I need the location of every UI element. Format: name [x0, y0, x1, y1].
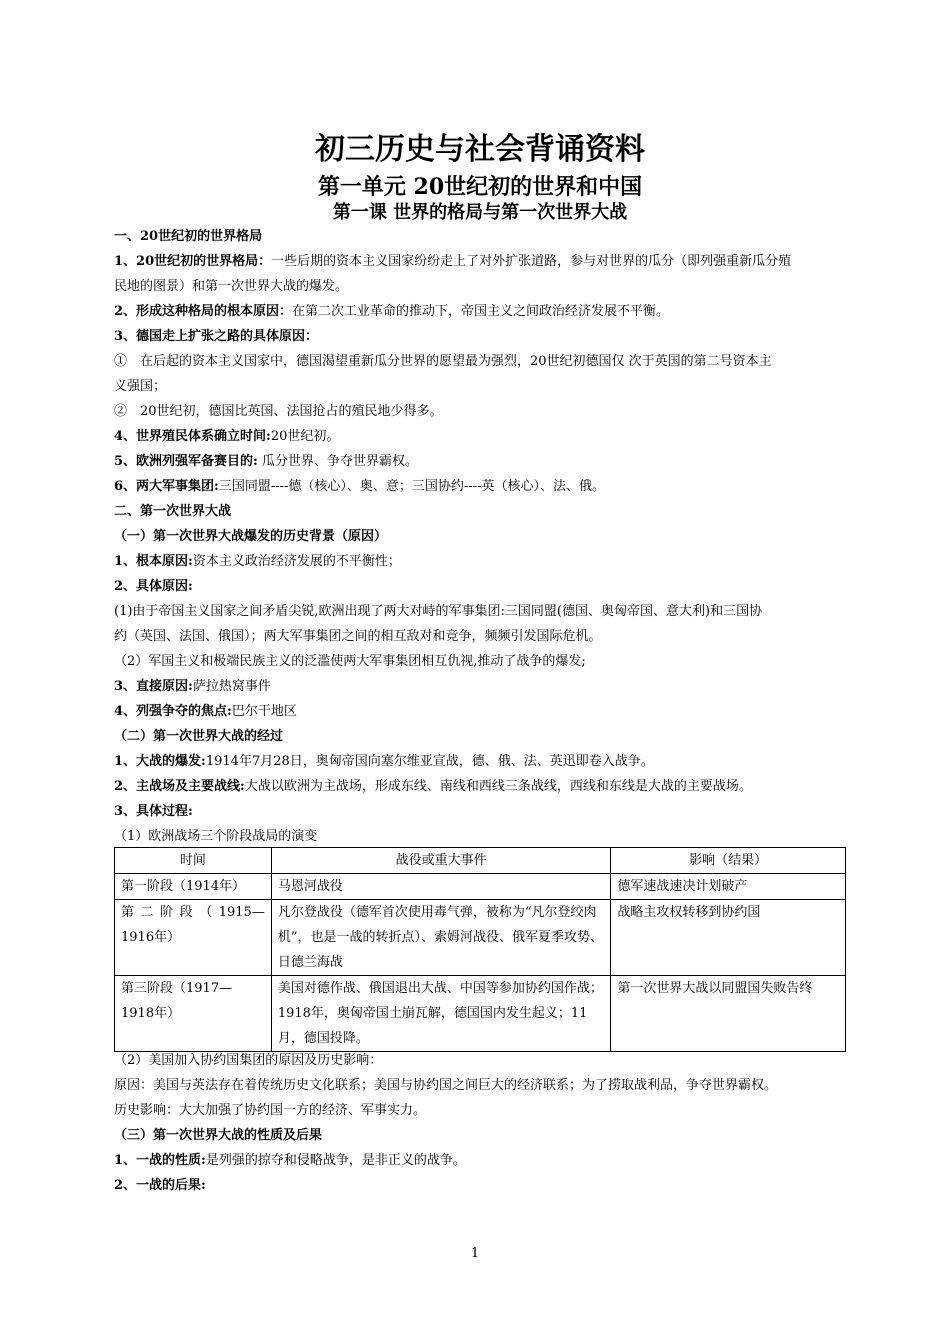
text-line	[114, 1098, 846, 1123]
line-text: 义强国；	[114, 379, 167, 394]
page-number: 1	[470, 1246, 480, 1261]
table-cell: 凡尔登战役（德军首次使用毒气弹，被称为“凡尔登绞肉机”，也是一战的转折点）、索姆河战役、俄军夏季攻势、日德兰海战	[271, 900, 611, 976]
line-text: 巴尔干地区	[231, 704, 297, 719]
text-line	[114, 624, 846, 649]
table-header-row	[115, 848, 846, 874]
text-line	[114, 349, 846, 374]
line-heading: 1、根本原因:	[114, 554, 193, 569]
line-heading: 1、一战的性质:	[114, 1153, 206, 1168]
lesson-heading: 第一课 世界的格局与第一次世界大战	[332, 202, 628, 223]
text-line	[114, 1073, 846, 1098]
line-heading: 二、第一次世界大战	[114, 504, 232, 519]
line-text: 一些后期的资本主义国家纷纷走上了对外扩张道路，参与对世界的瓜分（即列强重新瓜分殖	[271, 254, 792, 269]
line-heading: （一）第一次世界大战爆发的历史背景（原因）	[114, 529, 388, 544]
text-line	[114, 299, 846, 324]
line-text: （2）美国加入协约国集团的原因及历史影响：	[114, 1053, 383, 1068]
line-text: 资本主义政治经济发展的不平衡性；	[192, 554, 401, 569]
table-row	[115, 976, 846, 1052]
line-text: 约（英国、法国、俄国）；两大军事集团之间的相互敌对和竞争，频频引发国际危机。	[114, 629, 602, 644]
text-line	[114, 749, 846, 774]
text-line	[114, 499, 846, 524]
table-cell: 战略主攻权转移到协约国	[611, 900, 846, 976]
text-line	[114, 674, 846, 699]
text-line	[114, 574, 846, 599]
text-line	[114, 774, 846, 799]
line-text: 大战以欧洲为主战场，形成东线、南线和西线三条战线，西线和东线是大战的主要战场。	[244, 779, 752, 794]
line-heading: 5、欧洲列强军备赛目的:	[114, 454, 258, 469]
text-line	[114, 399, 846, 424]
line-heading: 3、直接原因:	[114, 679, 193, 694]
table-row	[115, 900, 846, 976]
line-text: 三国同盟----德（核心）、奥、意；三国协约----英（核心）、法、俄。	[218, 479, 606, 494]
line-text: (1)由于帝国主义国家之间矛盾尖锐,欧洲出现了两大对峙的军事集团:三国同盟(德国、奥匈帝国、意大利)和三国协	[114, 604, 763, 619]
line-text: 在第二次工业革命的推动下，帝国主义之间政治经济发展不平衡。	[292, 304, 670, 319]
line-text: ① 在后起的资本主义国家中，德国渴望重新瓜分世界的愿望最为强烈，20世纪初德国仅 次于英国的第二号资本主	[114, 354, 772, 369]
text-line	[114, 599, 846, 624]
table-header: 战役或重大事件	[271, 848, 611, 874]
text-line	[114, 224, 846, 249]
line-heading: 一、20世纪初的世界格局	[114, 229, 263, 244]
text-line	[114, 649, 846, 674]
line-text: 民地的图景）和第一次世界大战的爆发。	[114, 279, 349, 294]
text-line	[114, 324, 846, 349]
table-cell: 德军速战速决计划破产	[611, 874, 846, 900]
text-line	[114, 374, 846, 399]
text-line	[114, 724, 846, 749]
table-cell: 第三阶段（1917—1918年）	[115, 976, 272, 1052]
line-text: 20世纪初。	[270, 429, 340, 444]
line-heading: 4、世界殖民体系确立时间:	[114, 429, 271, 444]
table-cell: 马恩河战役	[271, 874, 611, 900]
table-header: 时间	[115, 848, 272, 874]
text-line	[114, 549, 846, 574]
line-heading: 6、两大军事集团:	[114, 479, 219, 494]
line-heading: 2、主战场及主要战线:	[114, 779, 245, 794]
text-line	[114, 1173, 846, 1198]
text-line	[114, 249, 846, 274]
table-cell: 美国对德作战、俄国退出大战、中国等参加协约国作战；1918年，奥匈帝国土崩瓦解，德国国内发生起义；11月，德国投降。	[271, 976, 611, 1052]
text-line	[114, 824, 846, 849]
line-heading: 3、具体过程:	[114, 804, 193, 819]
line-text: 原因：美国与英法存在着传统历史文化联系；美国与协约国之间巨大的经济联系；为了捞取战利品，争夺世界霸权。	[114, 1078, 778, 1093]
line-heading: 4、列强争夺的焦点:	[114, 704, 232, 719]
line-text: 瓜分世界、争夺世界霸权。	[257, 454, 418, 469]
document-title: 初三历史与社会背诵资料	[315, 132, 645, 167]
war-stages-table	[114, 847, 846, 1052]
table-cell: 第一次世界大战以同盟国失败告终	[611, 976, 846, 1052]
line-heading: 1、大战的爆发:	[114, 754, 206, 769]
line-heading: 1、20世纪初的世界格局：	[114, 254, 272, 269]
text-line	[114, 449, 846, 474]
text-line	[114, 524, 846, 549]
line-text: （1）欧洲战场三个阶段战局的演变	[114, 829, 318, 844]
table-cell: 第 二 阶 段 （ 1915—1916年）	[115, 900, 272, 976]
line-heading: 2、具体原因:	[114, 579, 193, 594]
line-heading: 2、形成这种格局的根本原因：	[114, 304, 293, 319]
table-cell: 第一阶段（1914年）	[115, 874, 272, 900]
line-heading: 3、德国走上扩张之路的具体原因：	[114, 329, 319, 344]
text-line	[114, 699, 846, 724]
line-heading: （二）第一次世界大战的经过	[114, 729, 284, 744]
line-text: 是列强的掠夺和侵略战争，是非正义的战争。	[205, 1153, 466, 1168]
table-row	[115, 874, 846, 900]
line-heading: （三）第一次世界大战的性质及后果	[114, 1128, 323, 1143]
unit-heading: 第一单元 20世纪初的世界和中国	[317, 174, 643, 200]
line-heading: 2、一战的后果:	[114, 1178, 206, 1193]
line-text: 1914年7月28日，奥匈帝国向塞尔维亚宣战，德、俄、法、英迅即卷入战争。	[205, 754, 654, 769]
line-text: 历史影响：大大加强了协约国一方的经济、军事实力。	[114, 1103, 427, 1118]
text-line	[114, 274, 846, 299]
table-header: 影响（结果）	[611, 848, 846, 874]
text-line	[114, 1148, 846, 1173]
text-line	[114, 424, 846, 449]
text-line	[114, 1123, 846, 1148]
line-text: （2）军国主义和极端民族主义的泛滥使两大军事集团相互仇视,推动了战争的爆发;	[114, 654, 586, 669]
text-line	[114, 1048, 846, 1073]
line-text: 萨拉热窝事件	[192, 679, 271, 694]
text-line	[114, 799, 846, 824]
line-text: ② 20世纪初，德国比英国、法国抢占的殖民地少得多。	[114, 404, 443, 419]
text-line	[114, 474, 846, 499]
